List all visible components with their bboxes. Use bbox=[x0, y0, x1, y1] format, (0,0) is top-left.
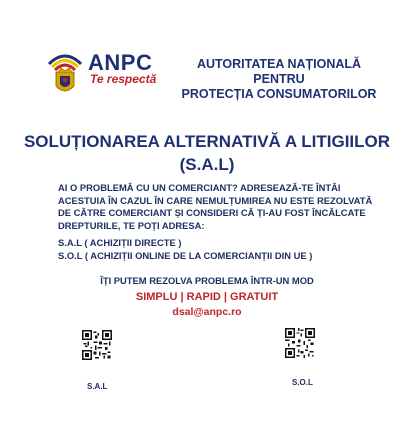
authority-line-1: AUTORITATEA NAȚIONALĂ PENTRU bbox=[196, 57, 362, 86]
romanian-coat-of-arms-icon bbox=[47, 50, 83, 100]
tagline: SIMPLU | RAPID | GRATUIT bbox=[135, 291, 279, 303]
page-title: SOLUȚIONAREA ALTERNATIVĂ A LITIGIILOR bbox=[23, 132, 391, 151]
option-sol: S.O.L ( ACHIZIȚII ONLINE DE LA COMERCIANȚII DIN UE ) bbox=[58, 250, 313, 261]
resolve-text: ÎȚI PUTEM REZOLVA PROBLEMA ÎNTR-UN MOD bbox=[100, 275, 314, 286]
qr-label-sal: S.A.L bbox=[87, 382, 108, 391]
logo-slogan: Te respectă bbox=[90, 72, 157, 86]
logo-name: ANPC bbox=[88, 50, 153, 75]
contact-email[interactable]: dsal@anpc.ro bbox=[172, 306, 242, 318]
qr-code-sol-icon[interactable] bbox=[285, 328, 315, 358]
intro-text: AI O PROBLEMĂ CU UN COMERCIANT? ADRESEAZĂ-TE ÎNTÂI ACESTUIA ÎN CAZUL ÎN CARE NEMULȚUMIREA NU ESTE REZOLVATĂ DE CĂTRE COMERCIANT ȘI CONSIDERI CĂ ȚI-AU FOST ÎNCĂLCATE DREPTURILE, TE POȚI ADRESA: bbox=[58, 182, 373, 231]
authority-name bbox=[174, 57, 384, 102]
authority-line-2: PROTECȚIA CONSUMATORILOR bbox=[181, 87, 377, 101]
qr-label-sol: S.O.L bbox=[292, 378, 313, 387]
qr-code-sal-icon[interactable] bbox=[82, 330, 112, 360]
option-sal: S.A.L ( ACHIZIȚII DIRECTE ) bbox=[58, 237, 182, 248]
page-subtitle: (S.A.L) bbox=[179, 155, 235, 174]
